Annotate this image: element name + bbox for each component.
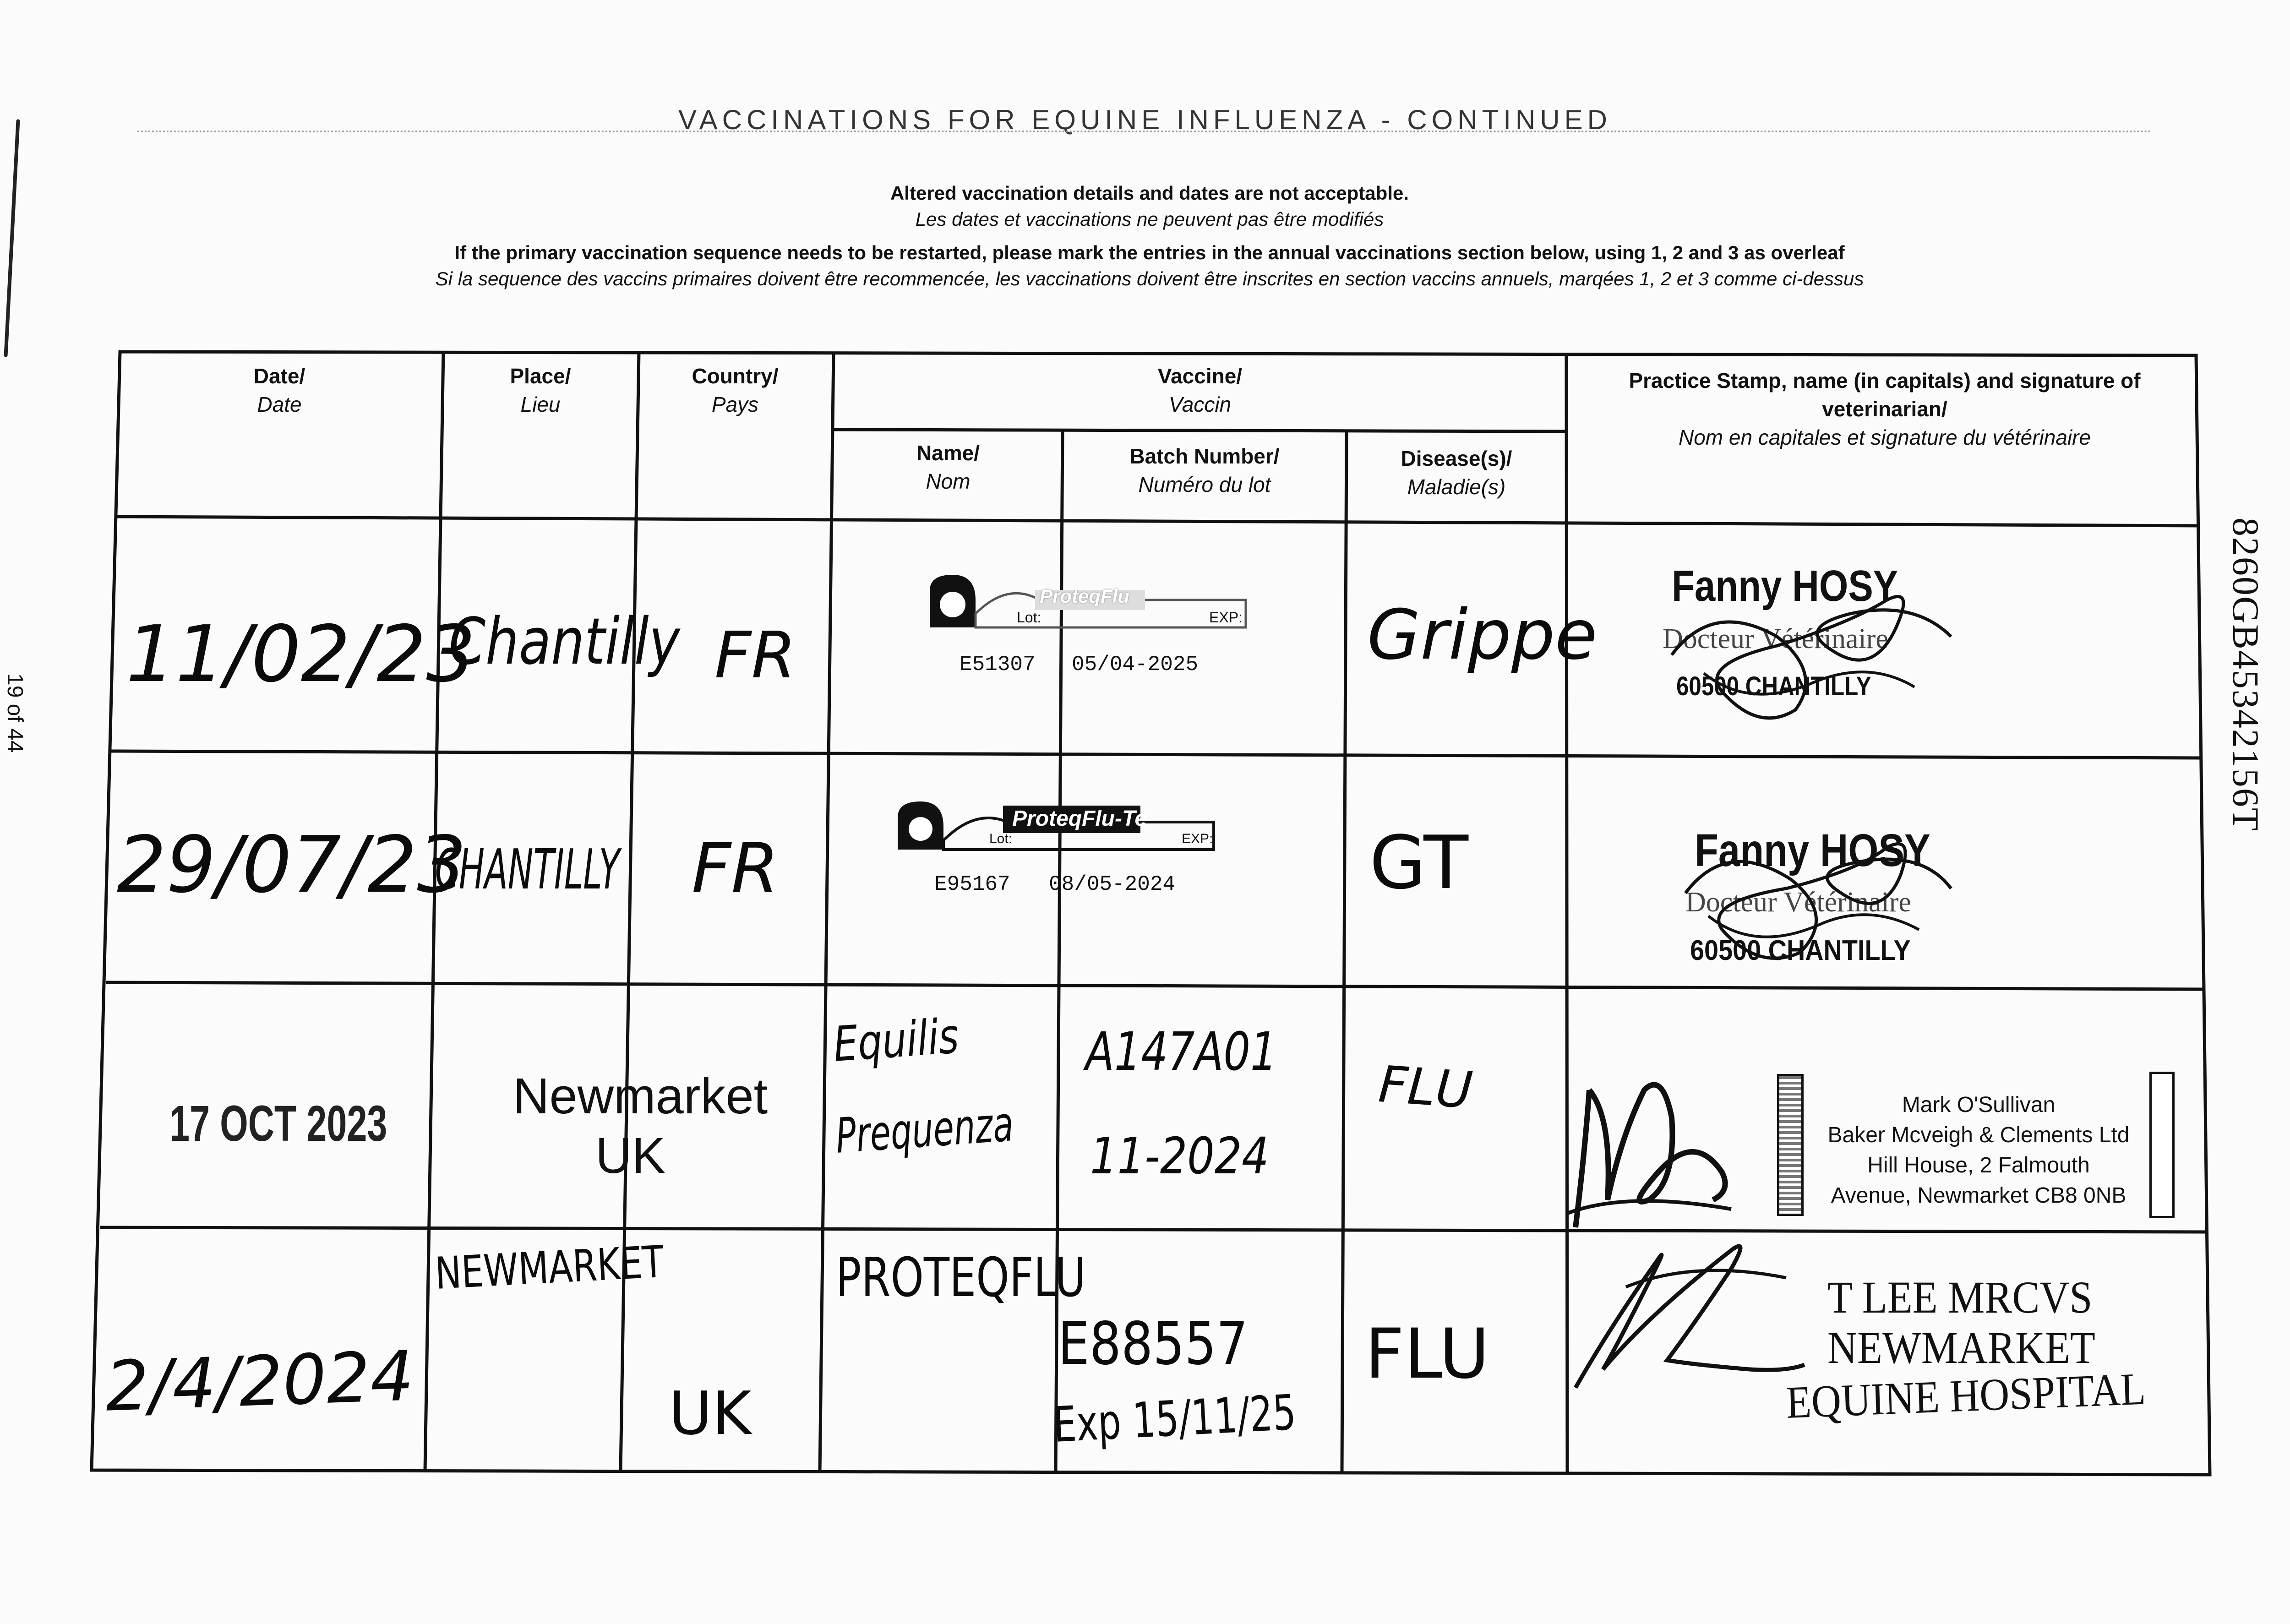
row1-batch-number: E51307: [960, 653, 1036, 676]
row4-disease: FLU: [1365, 1314, 1490, 1394]
row1-label-brand: ProteqFlu: [1040, 585, 1129, 607]
row4-vet-line3: EQUINE HOSPITAL: [1785, 1363, 2147, 1428]
row1-disease: Grippe: [1367, 595, 1598, 675]
row2-signature: [1667, 820, 1969, 971]
row3-stamp-text: [1814, 1090, 2143, 1211]
row3-place: Newmarket: [513, 1068, 768, 1124]
row3-stamp-bar-left: [1777, 1074, 1804, 1216]
header-disease: Disease(s)/ Maladie(s): [1401, 447, 1512, 499]
row2-expiry: 08/05-2024: [1049, 872, 1176, 896]
row3-stamp-line3: Hill House, 2 Falmouth: [1867, 1153, 2090, 1177]
notice-restart-fr: Si la sequence des vaccins primaires doivent être recommencée, les vaccinations doivent être inscrites en section vaccins annuels, marqées 1, 2 et 3 comme ci-dessus: [435, 268, 1864, 289]
header-vaccine-name: Name/ Nom: [916, 441, 980, 494]
row1-label-exp-prefix: EXP:: [1209, 609, 1243, 626]
col-line-batch: [1342, 431, 1347, 1473]
row3-disease: FLU: [1376, 1055, 1475, 1120]
row4-place: NEWMARKET: [434, 1236, 665, 1299]
row2-country: FR: [692, 829, 779, 909]
row4-vet-line1: T LEE MRCVS: [1827, 1272, 2093, 1323]
row3-stamp-line1: Mark O'Sullivan: [1902, 1093, 2056, 1117]
row4-vaccine-name: PROTEQFLU: [836, 1246, 1086, 1309]
row3-date: 17 OCT 2023: [169, 1095, 387, 1152]
row4-date: 2/4/2024: [104, 1336, 415, 1427]
row-line-2: [110, 751, 2201, 758]
row-line-4: [100, 1227, 2207, 1232]
notice-restart-en: If the primary vaccination sequence needs to be restarted, please mark the entries in the annual vaccinations section below, using 1, 2 and 3 as overleaf: [454, 242, 1845, 263]
row4-batch-expiry: Exp 15/11/25: [1052, 1384, 1298, 1453]
row1-expiry: 05/04-2025: [1072, 653, 1199, 676]
header-vaccine: Vaccine/ Vaccin: [1157, 364, 1243, 417]
col-line-date: [425, 352, 443, 1471]
header-batch-number: Batch Number/ Numéro du lot: [1129, 444, 1280, 497]
row2-batch-number: E95167: [934, 872, 1010, 896]
header-country: Country/ Pays: [692, 364, 779, 417]
row1-signature: [1658, 572, 1979, 737]
row1-label-lot-prefix: Lot:: [1017, 609, 1041, 626]
row2-label-exp-prefix: EXP:: [1182, 831, 1213, 846]
row1-vet-title: Docteur Vétérinaire: [1663, 623, 1888, 654]
row2-date: 29/07/23: [117, 820, 467, 910]
header-place: Place/ Lieu: [510, 364, 571, 417]
row3-batch-number: A147A01: [1085, 1021, 1277, 1083]
notice-altered-fr: Les dates et vaccinations ne peuvent pas être modifiés: [915, 208, 1384, 230]
row1-date: 11/02/23: [126, 609, 476, 700]
row4-vet-line2: NEWMARKET: [1827, 1322, 2095, 1373]
row3-vaccine-name-2: Prequenza: [834, 1096, 1015, 1164]
row4-signature: [1557, 1232, 1814, 1397]
row2-place: CHANTILLY: [435, 838, 620, 902]
row4-batch-number: E88557: [1058, 1310, 1248, 1378]
row2-vet-name: Fanny HOSY: [1695, 825, 1930, 876]
row-line-3: [106, 982, 2203, 989]
row3-batch-expiry: 11-2024: [1090, 1127, 1269, 1185]
page-number: 19 of 44: [3, 673, 27, 753]
row2-label-lot-prefix: Lot:: [989, 831, 1013, 846]
vaccine-subheader-line: [834, 430, 1566, 431]
notice-altered-en: Altered vaccination details and dates are not acceptable.: [890, 182, 1409, 204]
row3-signature: [1557, 1063, 1740, 1232]
row3-country: UK: [595, 1128, 665, 1184]
header-date: Date/ Date: [253, 364, 305, 417]
row2-vet-town: 60500 CHANTILLY: [1690, 935, 1911, 966]
row3-vaccine-name-1: Equilis: [831, 1008, 961, 1073]
row1-vet-town: 60500 CHANTILLY: [1676, 671, 1871, 701]
row-line-1: [114, 517, 2198, 526]
row2-label-brand: ProteqFlu-Te: [1012, 807, 1147, 831]
row3-stamp-line2: Baker Mcveigh & Clements Ltd: [1827, 1123, 2130, 1147]
row2-vet-title: Docteur Vétérinaire: [1685, 887, 1911, 918]
row4-country: UK: [669, 1379, 752, 1448]
row1-vet-name: Fanny HOSY: [1672, 561, 1898, 610]
cut-off-heading: VACCINATIONS FOR EQUINE INFLUENZA - CONTINUED: [678, 104, 1612, 135]
passport-number: 8260GB45342156T: [2225, 518, 2267, 832]
row1-place: Chantilly: [449, 605, 680, 679]
row3-stamp-bar-right: [2149, 1072, 2175, 1218]
row3-stamp-line4: Avenue, Newmarket CB8 0NB: [1831, 1183, 2126, 1208]
row2-disease: GT: [1369, 820, 1469, 905]
row1-country: FR: [714, 618, 796, 693]
header-vet-stamp: Practice Stamp, name (in capitals) and signature of veterinarian/ Nom en capitales et signature du vétérinaire: [1629, 369, 2141, 450]
